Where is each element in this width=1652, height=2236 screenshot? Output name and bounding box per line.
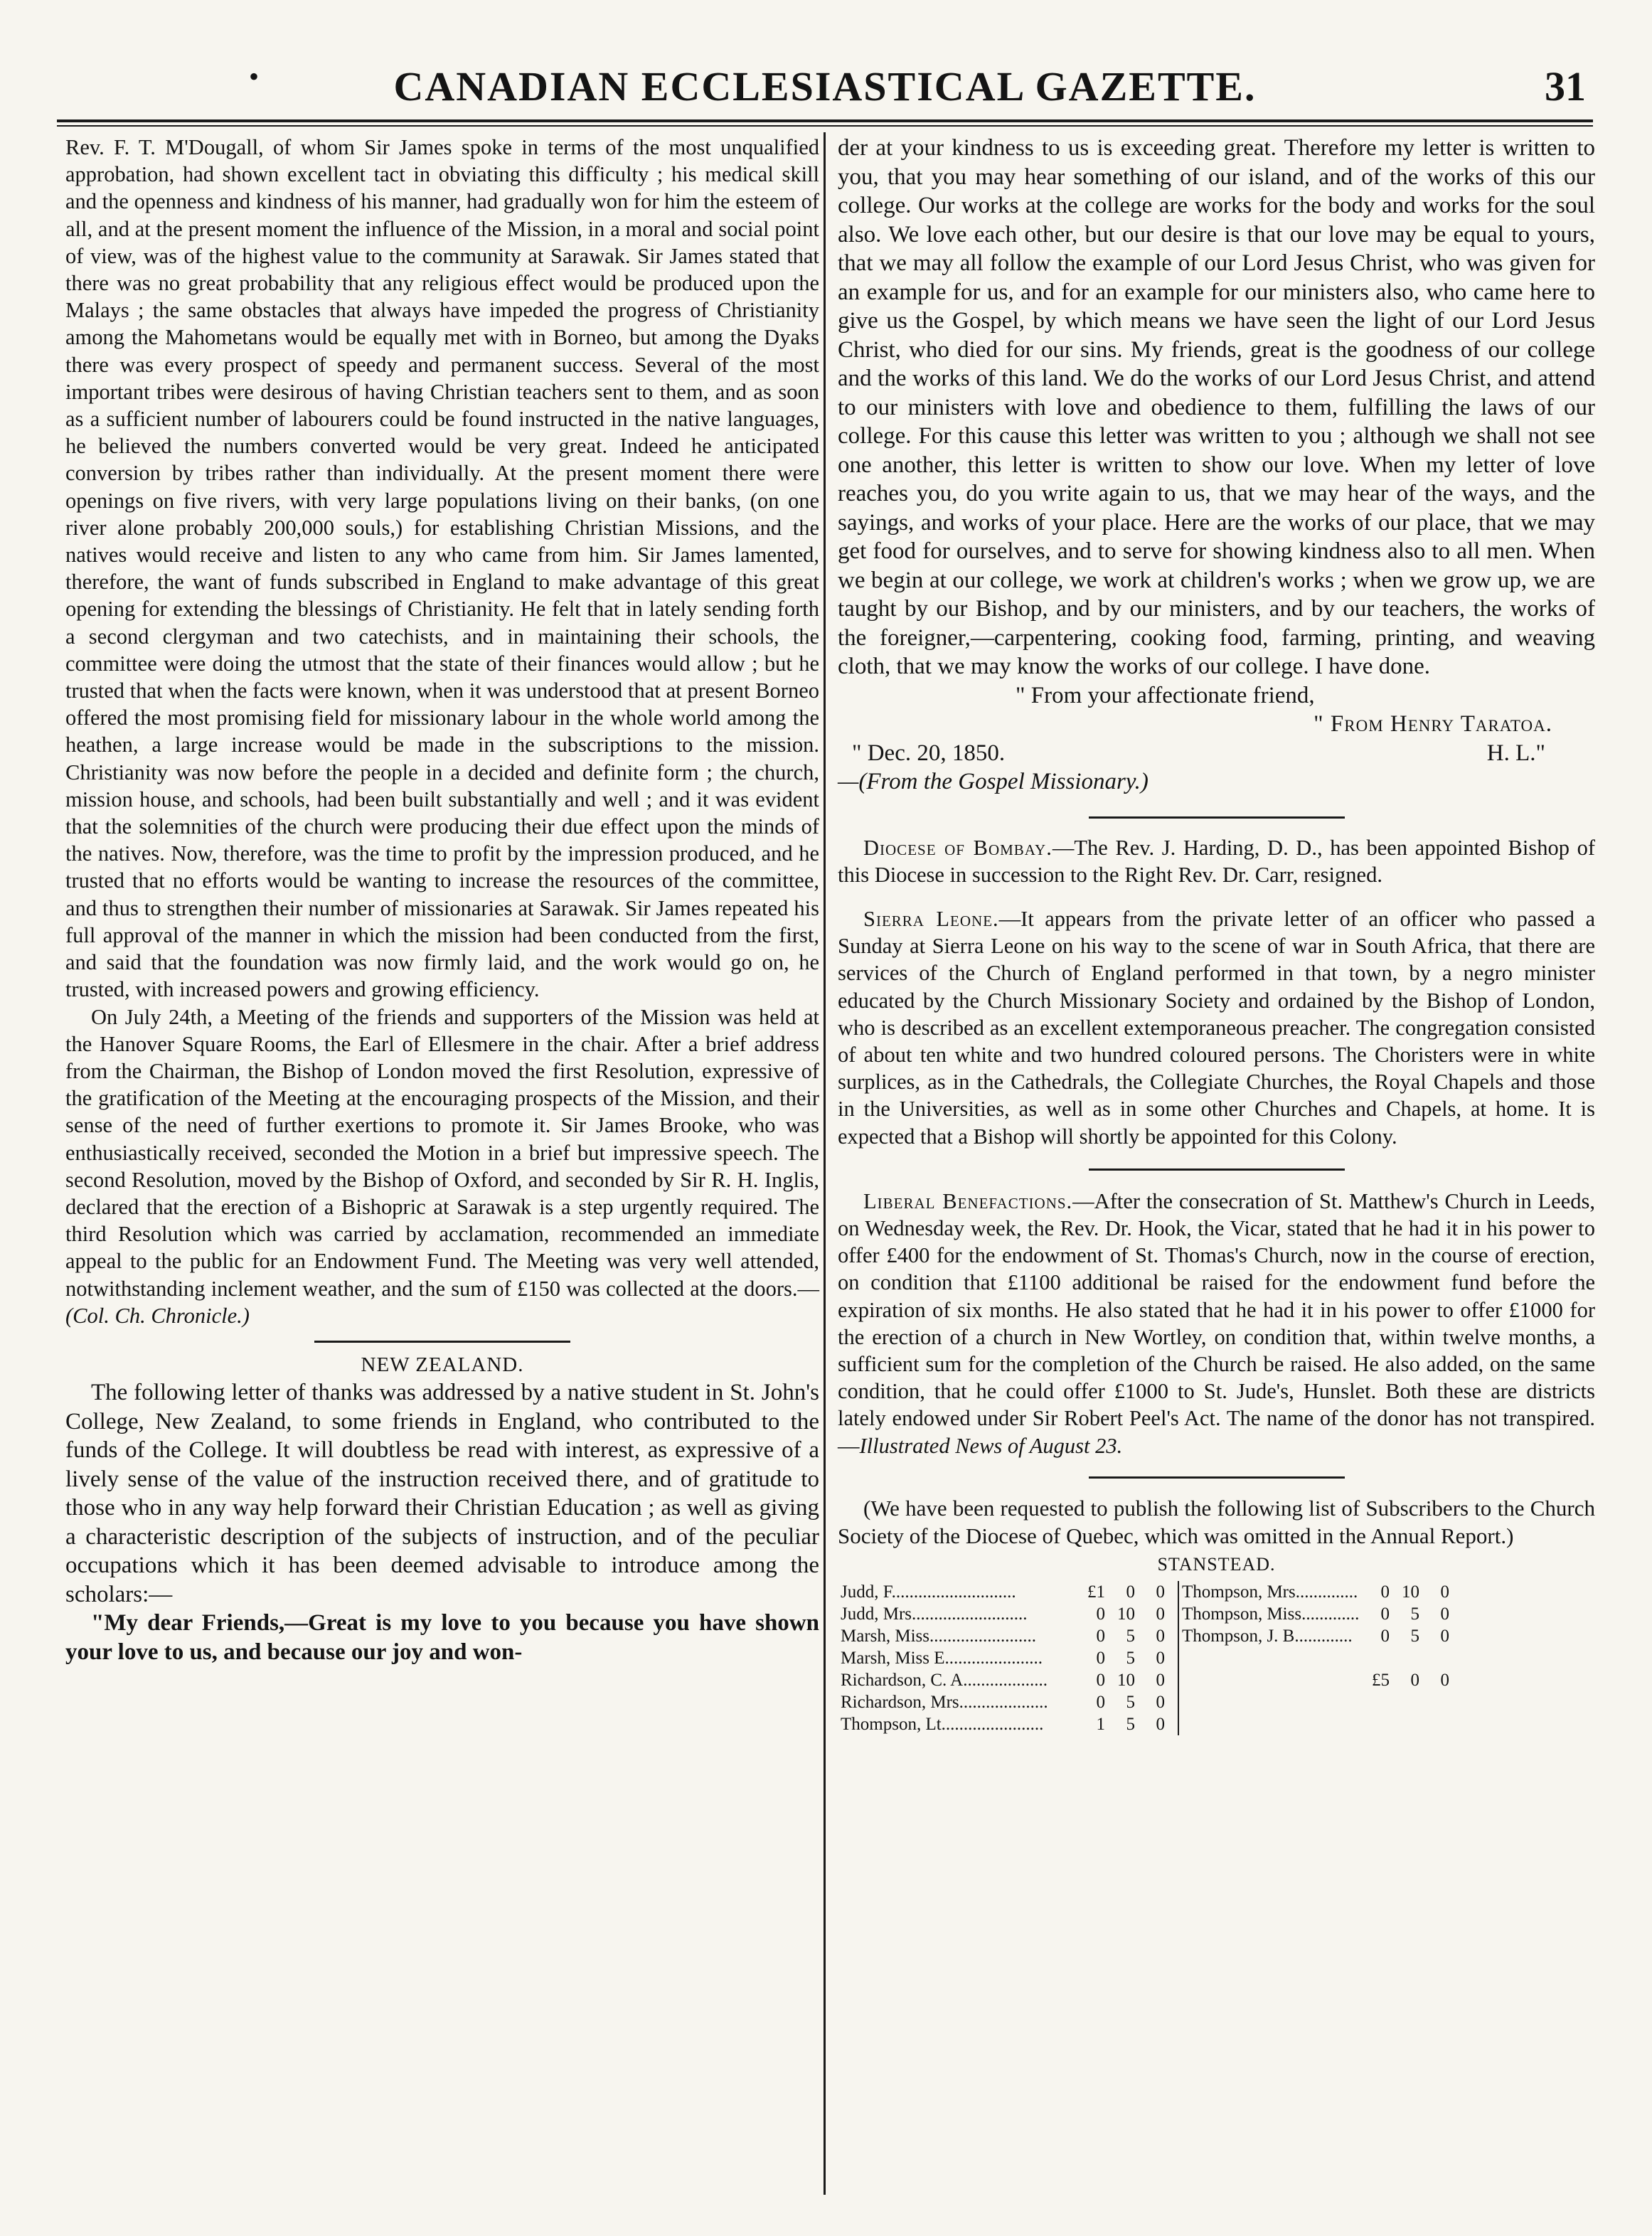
sierra-heading: Sierra Leone. — [863, 906, 999, 931]
subscriber-amount-d: 0 — [1440, 1670, 1449, 1690]
subscriber-amount-l: 0 — [1096, 1604, 1105, 1624]
article-bombay — [838, 834, 1595, 888]
subscriber-amount-s: 5 — [1410, 1604, 1419, 1624]
subscriber-amount-d: 0 — [1156, 1626, 1165, 1646]
letter-source — [838, 767, 1595, 797]
subscriber-name: Judd, F............................ — [841, 1582, 1016, 1602]
subscriber-name: Thompson, Mrs.............. — [1178, 1581, 1363, 1603]
subscribers-table — [838, 1581, 1452, 1735]
subscriber-amount-s: 10 — [1117, 1604, 1135, 1624]
subscriber-amount-d: 0 — [1156, 1670, 1165, 1690]
article-liberal-benefactions — [838, 1188, 1595, 1459]
hanover-meeting-text: On July 24th, a Meeting of the friends and supporters of the Mission was held at the Hanover Square Rooms, the Earl of Ellesmere in the chair. After a brief address from the Chairman, the Bishop of London moved the first Resolution, expressive of the gratification of the Meeting at the encouraging prospects of the Mission, and their sense of the need of further exertions to promote it. Sir James Brooke, who was enthusiastically received, seconded the Motion in a brief but impressive speech. The second Resolution, moved by the Bishop of Oxford, and seconded by Sir R. H. Inglis, declared that the erection of a Bishopric at Sarawak is a step urgently required. The third Resolution which was carried by acclamation, recommended an immediate appeal to the public for an Endowment Fund. The Meeting was very well attended, notwithstanding inclement weather, and the sum of £150 was collected at the doors.— — [65, 1004, 819, 1301]
column-spacer — [1168, 1691, 1178, 1713]
subscriber-name: Marsh, Miss........................ — [841, 1626, 1037, 1646]
subscriber-amount-d: 0 — [1156, 1648, 1165, 1668]
header-dot: • — [249, 60, 260, 92]
subscriber-name: Richardson, Mrs.................... — [841, 1692, 1048, 1712]
letter-body: der at your kindness to us is exceeding great. Therefore my letter is written to you, that you may hear something of our island, and of the works of this our college. Our works at the college are works for the body and works for the soul also. We love each other, but our desire is that our love may be equal to yours, that we may all follow the example of our Lord Jesus Christ, who was given for an example for us, and for an example for our ministers also, who came here to give us the Gospel, by which means we have seen the light of our Lord Jesus Christ, who died for our sins. My friends, great is the goodness of our college and the works of this land. We do the works of our Lord Jesus Christ, and attend to our ministers with love and obedience to them, fulfilling the laws of our college. For this cause this letter was written to you ; although we shall not see one another, this letter is written to show our love. When my letter of love reaches you, do you write again to us, that we may hear of the ways, and the sayings, and works of your place. Here are the works of our place, that we may get food for ourselves, and to serve for showing kindness also to all men. When we begin at our college, we work at children's works ; when we grow up, we are taught by our Bishop, and by our ministers, and by our teachers, the works of the foreigner,—carpentering, cooking food, farming, printing, and weaving cloth, that we may know the works of our college. I have done. — [838, 135, 1595, 679]
left-column — [65, 134, 819, 1666]
letter-date: " Dec. 20, 1850. — [852, 740, 1006, 766]
subscribers-note: (We have been requested to publish the following list of Subscribers to the Church Society of the Diocese of Quebec, which was omitted in the Annual Report.) — [838, 1495, 1595, 1548]
subscriber-amount-s: 10 — [1402, 1582, 1419, 1602]
subscriber-amount-l: £5 — [1372, 1670, 1390, 1690]
table-row — [838, 1713, 1452, 1735]
subscriber-amount-d: 0 — [1156, 1604, 1165, 1624]
subscriber-amount-l: 0 — [1380, 1604, 1390, 1624]
section-rule — [1089, 1168, 1345, 1171]
subscriber-name: Thompson, Miss............. — [1178, 1603, 1363, 1625]
stanstead-heading: STANSTEAD. — [1157, 1553, 1276, 1575]
column-divider — [824, 132, 826, 2195]
subscriber-amount-s: 0 — [1126, 1582, 1135, 1602]
article-sierra-leone — [838, 905, 1595, 1150]
new-zealand-intro: The following letter of thanks was addressed by a native student in St. John's College, New Zealand, to some friends in England, who contributed to the funds of the College. It will doubtless be read with interest, as expressive of a lively sense of the value of the instruction received there, and of gratitude to those who in any way help forward their Christian Education ; as well as giving a characteristic description of the subjects of instruction, and of the peculiar occupations which it has been deemed advisable to introduce among the scholars:— — [65, 1380, 819, 1607]
hanover-meeting-source: (Col. Ch. Chronicle.) — [65, 1303, 250, 1328]
header-rule-thin — [57, 125, 1593, 127]
liberal-source: Illustrated News of August 23. — [859, 1433, 1123, 1458]
page-number: 31 — [1545, 63, 1586, 110]
subscriber-amount-l — [1363, 1691, 1392, 1713]
column-spacer — [1168, 1669, 1178, 1691]
subscriber-amount-l: 0 — [1380, 1582, 1390, 1602]
subscriber-amount-s — [1392, 1691, 1422, 1713]
letter-signature-text: " From Henry Taratoa. — [1313, 711, 1552, 737]
subscriber-name — [1178, 1691, 1363, 1713]
subscriber-amount-l: 0 — [1096, 1670, 1105, 1690]
column-spacer — [1168, 1713, 1178, 1735]
letter-opening: "My dear Friends,—Great is my love to you because you have shown your love to us, and because our joy and won- — [65, 1610, 819, 1665]
column-spacer — [1168, 1603, 1178, 1625]
subscriber-amount-s: 5 — [1126, 1692, 1135, 1712]
subscriber-amount-d: 0 — [1156, 1714, 1165, 1734]
subscriber-amount-d — [1422, 1691, 1452, 1713]
subscriber-amount-s: 5 — [1410, 1626, 1419, 1646]
subscriber-amount-s: 5 — [1126, 1648, 1135, 1668]
subscriber-amount-l: 1 — [1096, 1714, 1105, 1734]
subscriber-amount-d — [1422, 1713, 1452, 1735]
liberal-text: —After the consecration of St. Matthew's Church in Leeds, on Wednesday week, the Rev. Dr. Hook, the Vicar, stated that he had it in his power to offer £400 for the endowment of St. Thomas's Church, now in the course of erection, on condition that £1100 additional be raised for the endowment fund before the expiration of six months. He also stated that he had it in his power to offer £1000 for the erection of a church in New Wortley, on condition that, within twelve months, a sufficient sum for the completion of the Church be raised. He also added, on the same condition, that he could offer £1000 to St. Jude's, Hunslet. Both these are districts lately endowed under Sir Robert Peel's Act. The name of the donor has not transpired.— — [838, 1188, 1595, 1458]
subscriber-amount-s: 5 — [1126, 1626, 1135, 1646]
column-spacer — [1168, 1625, 1178, 1647]
new-zealand-heading: NEW ZEALAND. — [361, 1353, 524, 1376]
subscriber-name: Marsh, Miss E...................... — [841, 1648, 1043, 1668]
subscriber-amount-l: £1 — [1087, 1582, 1105, 1602]
subscriber-amount-d: 0 — [1440, 1582, 1449, 1602]
table-row — [838, 1581, 1452, 1603]
subscriber-amount-d: 0 — [1156, 1582, 1165, 1602]
subscriber-name — [1178, 1669, 1363, 1691]
subscriber-name: Thompson, Lt....................... — [841, 1714, 1044, 1734]
table-row — [838, 1691, 1452, 1713]
header-rule — [57, 119, 1593, 122]
table-row — [838, 1603, 1452, 1625]
subscriber-name: Thompson, J. B............. — [1178, 1625, 1363, 1647]
sierra-text: —It appears from the private letter of an officer who passed a Sunday at Sierra Leone on his way to the scene of war in South Africa, that there are services of the Church of England performed in that town, by a negro minister educated by the Church Missionary Society and ordained by the Bishop of London, who is described as an excellent extemporaneous preacher. The congregation consisted of about ten white and two hundred coloured persons. The Choristers were in white surplices, as in the Cathedrals, the Collegiate Churches, the Royal Chapels and those in the Universities, as well as in some other Churches and Chapels, at home. It is expected that a Bishop will shortly be appointed for this Colony. — [838, 906, 1595, 1149]
letter-source-text: —(From the Gospel Missionary.) — [838, 769, 1149, 794]
subscriber-amount-d — [1422, 1647, 1452, 1669]
subscriber-amount-l: 0 — [1380, 1626, 1390, 1646]
subscriber-amount-d: 0 — [1440, 1626, 1449, 1646]
table-row — [838, 1625, 1452, 1647]
letter-signature — [838, 710, 1595, 739]
bombay-text: —The Rev. J. Harding, D. D., has been appointed Bishop of this Diocese in succession to the Right Rev. Dr. Carr, resigned. — [838, 835, 1596, 887]
subscriber-amount-l: 0 — [1096, 1692, 1105, 1712]
subscriber-amount-s: 10 — [1117, 1670, 1135, 1690]
subscriber-amount-s — [1392, 1647, 1422, 1669]
subscriber-amount-s: 5 — [1126, 1714, 1135, 1734]
section-rule — [1089, 1476, 1345, 1479]
letter-signoff: " From your affectionate friend, — [1016, 682, 1315, 708]
subscriber-name — [1178, 1647, 1363, 1669]
page-title: CANADIAN ECCLESIASTICAL GAZETTE. — [393, 63, 1257, 110]
right-column — [838, 134, 1595, 1735]
article-brooke-continued: Rev. F. T. M'Dougall, of whom Sir James spoke in terms of the most unqualified approbation, had shown excellent tact in obviating this difficulty ; his medical skill and the openness and kindness of his manner, had gradually won for him the esteem of all, and at the present moment the influence of the Mission, in a moral and social point of view, was of the highest value to the community at Sarawak. Sir James stated that there was no great probability that any religious effect would be produced upon the Malays ; the same obstacles that always have impeded the progress of Christianity among the Mahometans would be equally met with in Borneo, but among the Dyaks there was every prospect of speedy and permanent success. Several of the most important tribes were desirous of having Christian teachers sent to them, and as soon as a sufficient number of labourers could be found instructed in the native languages, he believed the numbers converted would be very great. Indeed he anticipated conversion by tribes rather than individually. At the present moment there were openings on five rivers, with very large populations living on their banks, (on one river alone probably 200,000 souls,) for establishing Christian Missions, and the natives would receive and listen to any who came from him. Sir James lamented, therefore, the want of funds subscribed in England to make advantage of this great opening for extending the blessings of Christianity. He felt that in lately sending forth a second clergyman and two catechists, and in maintaining their schools, the committee were doing the utmost that the state of their finances would allow ; but he trusted that when the facts were known, when it was understood that at present Borneo offered the most promising field for missionary labour in the whole world among the heathen, a large increase would be made in the subscriptions to the mission. Christianity was now before the people in a decided and definite form ; the church, mission house, and schools, had been built substantially and well ; and it was evident that the solemnities of the church were producing their due effect upon the minds of the natives. Now, therefore, was the time to profit by the impression produced, and he trusted that no efforts would be wanting to increase the resources of the committee, and thus to strengthen their number of missionaries at Sarawak. Sir James repeated his full approval of the manner in which the mission had been conducted from the first, and said that the foundation was now firmly laid, and the work would go on, he trusted, with increased powers and growing efficiency. — [65, 135, 819, 1002]
letter-initials: H. L." — [1486, 740, 1545, 766]
section-rule — [1089, 816, 1345, 819]
subscriber-amount-l — [1363, 1647, 1392, 1669]
article-hanover-meeting — [65, 1003, 819, 1329]
subscriber-amount-s — [1392, 1713, 1422, 1735]
page-header — [57, 57, 1593, 114]
subscriber-name: Richardson, C. A................... — [841, 1670, 1048, 1690]
table-row — [838, 1647, 1452, 1669]
letter-date-line — [838, 739, 1595, 768]
subscriber-amount-s: 0 — [1410, 1670, 1419, 1690]
liberal-heading: Liberal Benefactions. — [863, 1188, 1073, 1213]
column-spacer — [1168, 1581, 1178, 1603]
column-spacer — [1168, 1647, 1178, 1669]
subscriber-amount-d: 0 — [1440, 1604, 1449, 1624]
table-row — [838, 1669, 1452, 1691]
subscriber-amount-l: 0 — [1096, 1648, 1105, 1668]
subscriber-amount-l — [1363, 1713, 1392, 1735]
subscriber-name: Judd, Mrs.......................... — [841, 1604, 1028, 1624]
subscriber-name — [1178, 1713, 1363, 1735]
subscriber-amount-d: 0 — [1156, 1692, 1165, 1712]
subscriber-amount-l: 0 — [1096, 1626, 1105, 1646]
bombay-heading: Diocese of Bombay. — [863, 835, 1053, 860]
section-rule — [314, 1341, 570, 1343]
